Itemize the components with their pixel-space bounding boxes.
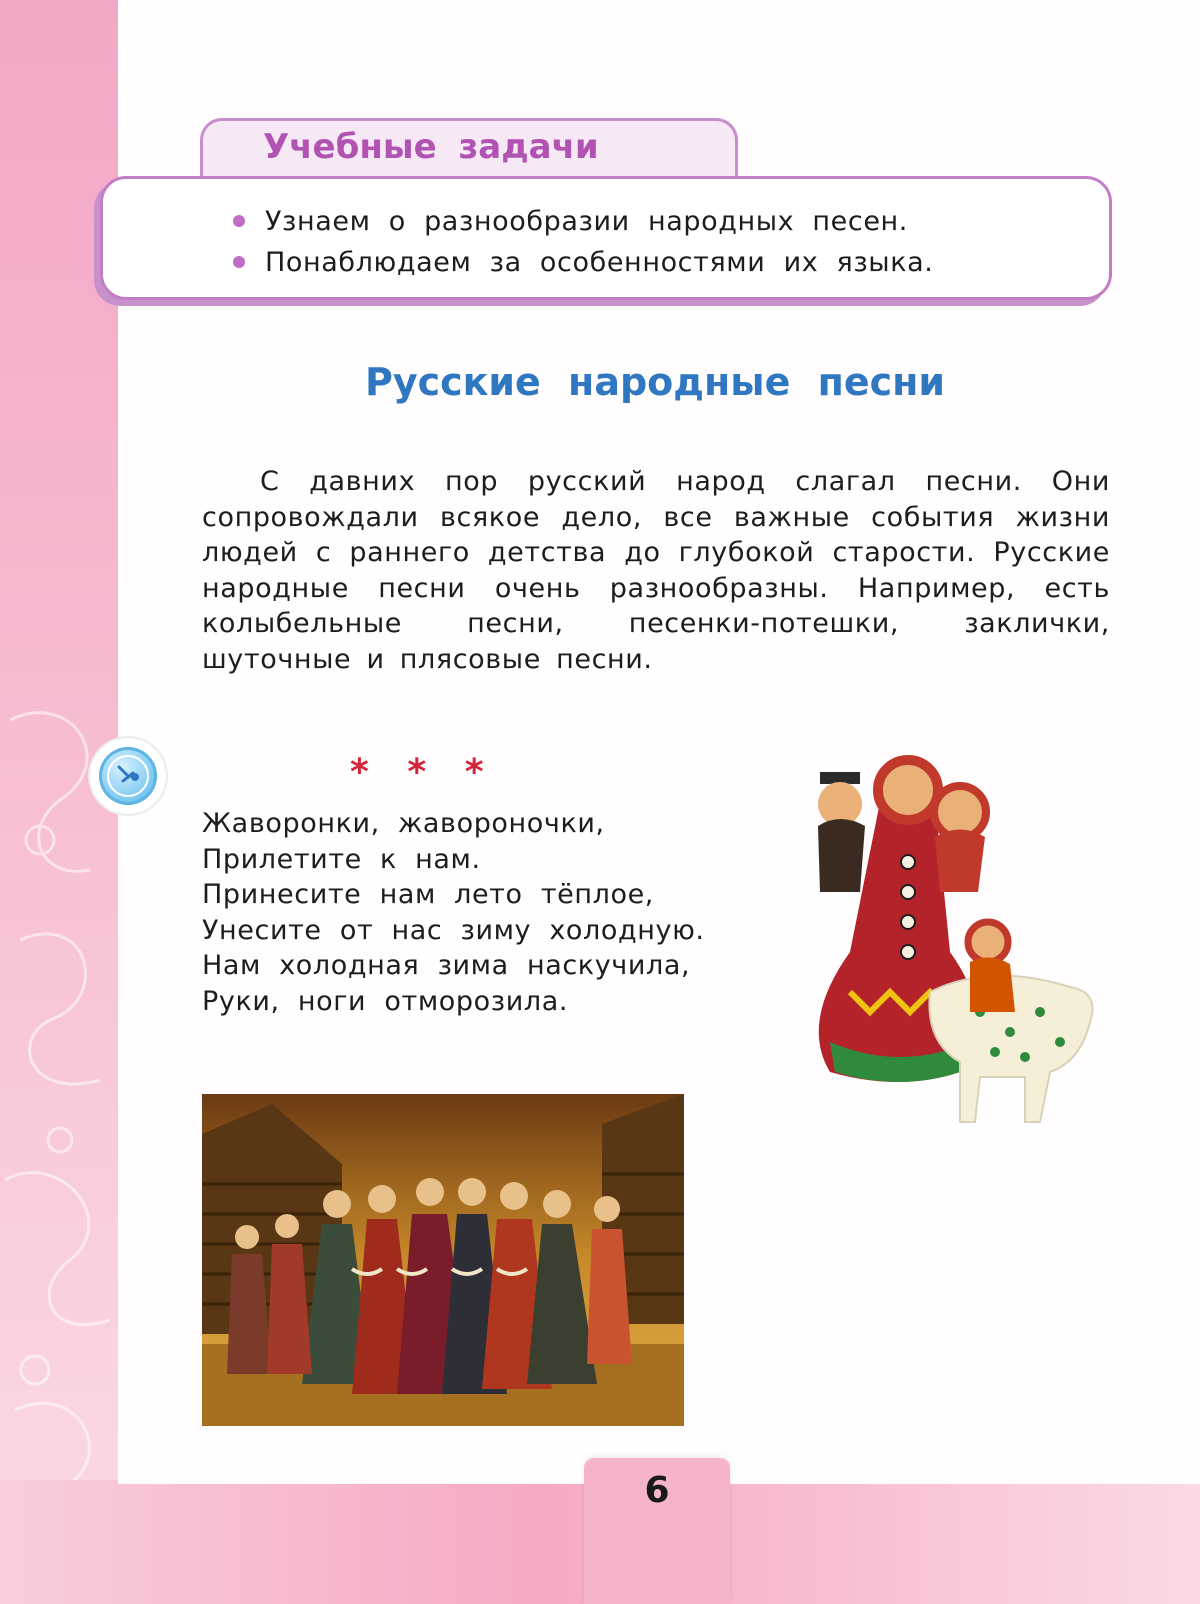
learning-tasks-box [100, 176, 1112, 300]
task-item: Узнаем о разнообразии народных песен. [233, 201, 933, 242]
poem-line: Руки, ноги отморозила. [202, 985, 569, 1017]
audio-icon [99, 747, 157, 805]
learning-tasks-tab [200, 118, 738, 182]
learning-tasks-list [233, 201, 933, 283]
bullet-icon [233, 215, 245, 227]
poem [202, 806, 705, 1020]
poem-separator: * * * [350, 752, 490, 793]
page-number: 6 [644, 1470, 670, 1511]
poem-line: Принесите нам лето тёплое, [202, 879, 654, 911]
dymkovo-toys-image [810, 742, 1100, 1136]
page-title: Русские народные песни [364, 360, 946, 404]
poem-line: Прилетите к нам. [202, 843, 481, 875]
intro-paragraph: С давних пор русский народ слагал песни. Они сопровождали всякое дело, все важные события жизни людей с раннего детства до глубокой старости. Русские народные песни очень разнообразны. Например, есть колыбельные песни, песенки-потешки, заклички, шуточные и плясовые песни. [202, 466, 1110, 675]
audio-button[interactable] [90, 738, 166, 814]
poem-line: Унесите от нас зиму холодную. [202, 914, 705, 946]
page-number-tab [584, 1458, 730, 1604]
round-dance-painting [202, 1094, 684, 1426]
task-item: Понаблюдаем за особенностями их языка. [233, 242, 933, 283]
ornament-decoration [0, 680, 130, 1604]
poem-line: Жаворонки, жавороночки, [202, 808, 605, 839]
poem-line: Нам холодная зима наскучила, [202, 950, 691, 982]
learning-tasks-title: Учебные задачи [263, 127, 599, 167]
bullet-icon [233, 256, 245, 268]
